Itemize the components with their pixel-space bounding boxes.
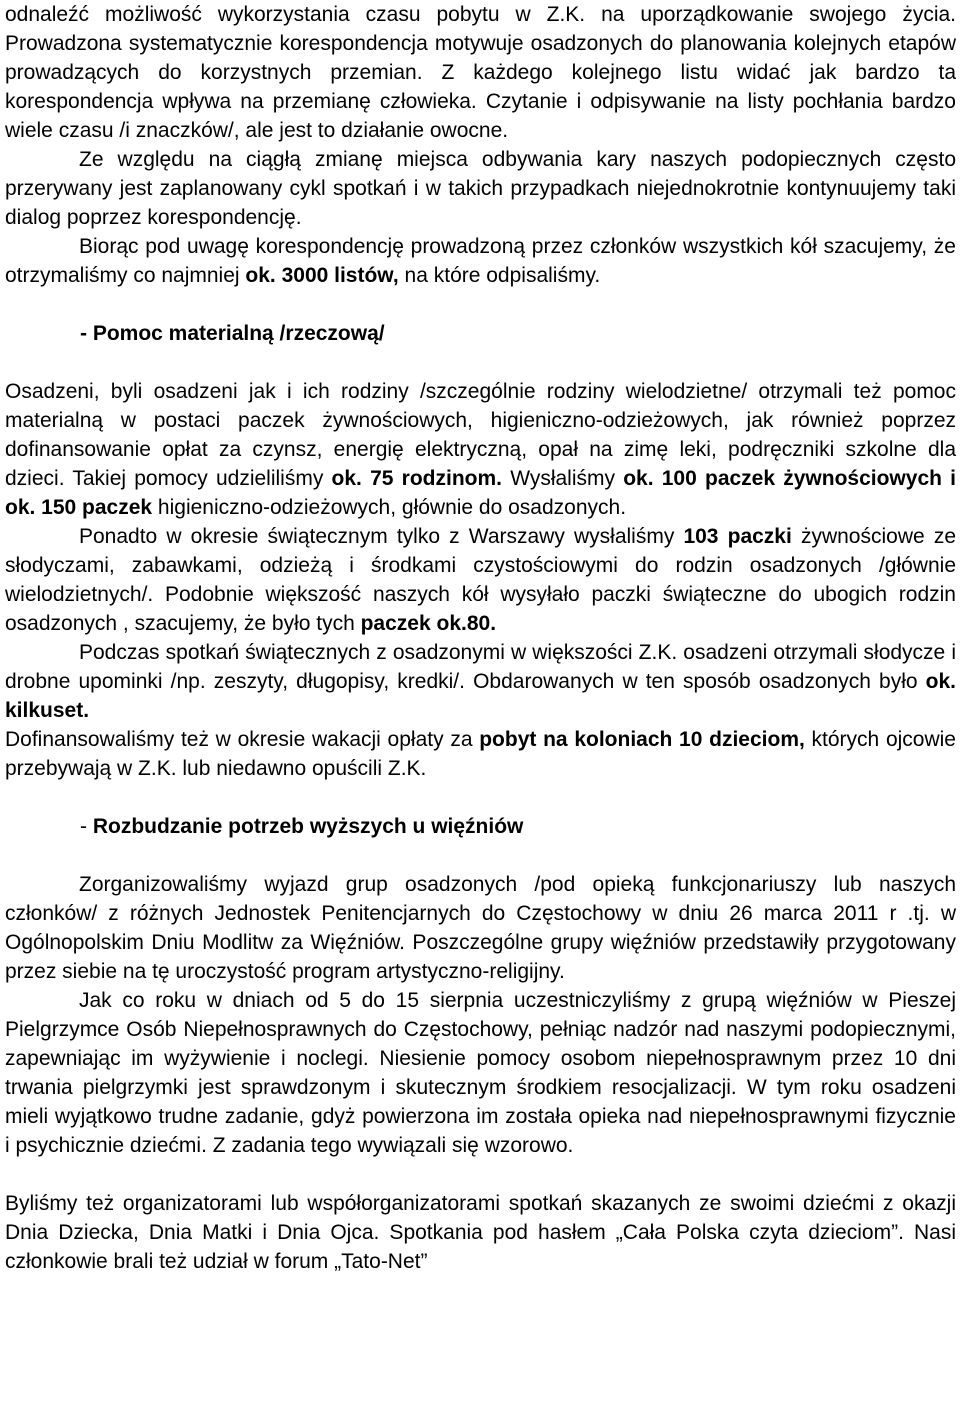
text-run: Ponadto w okresie świątecznym tylko z Warszawy wysłaliśmy: [79, 525, 684, 548]
text-run: na które odpisaliśmy.: [398, 264, 601, 287]
paragraph-material-aid: [5, 377, 956, 522]
paragraph-family-meetings: Byliśmy też organizatorami lub współorganizatorami spotkań skazanych ze swoimi dziećmi z okazji Dnia Dziecka, Dnia Matki i Dnia Ojca. Spotkania pod hasłem „Cała Polska czyta dzieciom”. Nasi członkowie brali też udział w forum „Tato-Net”: [5, 1192, 956, 1273]
bold-run: paczek ok.80.: [360, 612, 497, 635]
text-run: których ojcowie przebywają w Z.K. lub niedawno opuścili Z.K.: [5, 728, 956, 780]
text-run: Biorąc pod uwagę korespondencję prowadzoną przez członków wszystkich kół szacujemy, że otrzymaliśmy co najmniej: [5, 235, 956, 287]
bold-run: ok. kilkuset.: [5, 670, 956, 722]
bold-run: 103 paczki: [683, 525, 792, 548]
text-run: higieniczno-odzieżowych, głównie do osadzonych.: [152, 496, 627, 519]
text-run: żywnościowe ze słodyczami, zabawkami, odzieżą i środkami czystościowymi do rodzin osadzonych /głównie wielodzietnych/. Podobnie większość naszych kół wysyłało paczki świąteczne do ubogich rodzin osadzonych , szacujemy, że było tych: [5, 525, 956, 635]
bold-run: pobyt na koloniach 10 dzieciom,: [479, 728, 805, 751]
paragraph-correspondence: odnaleźć możliwość wykorzystania czasu pobytu w Z.K. na uporządkowanie swojego życia. Prowadzona systematycznie korespondencja motywuje osadzonych do planowania kolejnych etapów prowadzących do korzystnych przemian. Z każdego kolejnego listu widać jak bardzo ta korespondencja wpływa na przemianę człowieka. Czytanie i odpisywanie na listy pochłania bardzo wiele czasu /i znaczków/, ale jest to działanie owocne.: [5, 3, 956, 142]
text-run: Osadzeni, byli osadzeni jak i ich rodziny /szczególnie rodziny wielodzietne/ otrzymali też pomoc materialną w postaci paczek żywnościowych, higieniczno-odzieżowych, jak również poprzez dofinansowanie opłat za czynsz, energię elektryczną, opał na zimę leki, podręczniki szkolne dla dzieci. Takiej pomocy udzieliliśmy: [5, 380, 956, 490]
bold-run: ok. 75 rodzinom.: [331, 467, 502, 490]
paragraph-czestochowa-trip: Zorganizowaliśmy wyjazd grup osadzonych /pod opieką funkcjonariuszy lub naszych członków/ z różnych Jednostek Penitencjarnych do Częstochowy w dniu 26 marca 2011 r .tj. w Ogólnopolskim Dniu Modlitw za Więźniów. Poszczególne grupy więźniów przedstawiły przygotowany przez siebie na tę uroczystość program artystyczno-religijny.: [5, 873, 956, 983]
section-heading-material-aid: - Pomoc materialną /rzeczową/: [80, 322, 385, 345]
bold-run: ok. 3000 listów,: [245, 264, 399, 287]
text-run: -: [80, 815, 93, 838]
paragraph-christmas-parcels: [5, 522, 956, 638]
paragraph-summer-camps: [5, 725, 956, 783]
text-run: Dofinansowaliśmy też w okresie wakacji opłaty za: [5, 728, 480, 751]
paragraph-christmas-meetings: [5, 638, 956, 725]
text-run: Podczas spotkań świątecznych z osadzonymi w większości Z.K. osadzeni otrzymali słodycze i drobne upominki /np. zeszyty, długopisy, kredki/. Obdarowanych w ten sposób osadzonych było: [5, 641, 956, 693]
bold-run: ok. 100 paczek żywnościowych i ok. 150 paczek: [5, 467, 956, 519]
paragraph-pilgrimage: Jak co roku w dniach od 5 do 15 sierpnia uczestniczyliśmy z grupą więźniów w Pieszej Pielgrzymce Osób Niepełnosprawnych do Częstochowy, pełniąc nadzór nad naszymi podopiecznymi, zapewniając im wyżywienie i noclegi. Niesienie pomocy osobom niepełnosprawnym przez 10 dni trwania pielgrzymki jest sprawdzonym i skutecznym środkiem resocjalizacji. W tym roku osadzeni mieli wyjątkowo trudne zadanie, gdyż powierzona im została opieka nad niepełnosprawnymi fizycznie i psychicznie dziećmi. Z zadania tego wywiązali się wzorowo.: [5, 989, 956, 1157]
text-run: Wysłaliśmy: [501, 467, 624, 490]
paragraph-letters-count: [5, 232, 956, 290]
section-heading-higher-needs: [5, 812, 956, 841]
bold-run: Rozbudzanie potrzeb wyższych u więźniów: [92, 815, 524, 838]
paragraph-dialog: Ze względu na ciągłą zmianę miejsca odbywania kary naszych podopiecznych często przerywany jest zaplanowany cykl spotkań i w takich przypadkach niejednokrotnie kontynuujemy taki dialog poprzez korespondencję.: [5, 148, 956, 229]
